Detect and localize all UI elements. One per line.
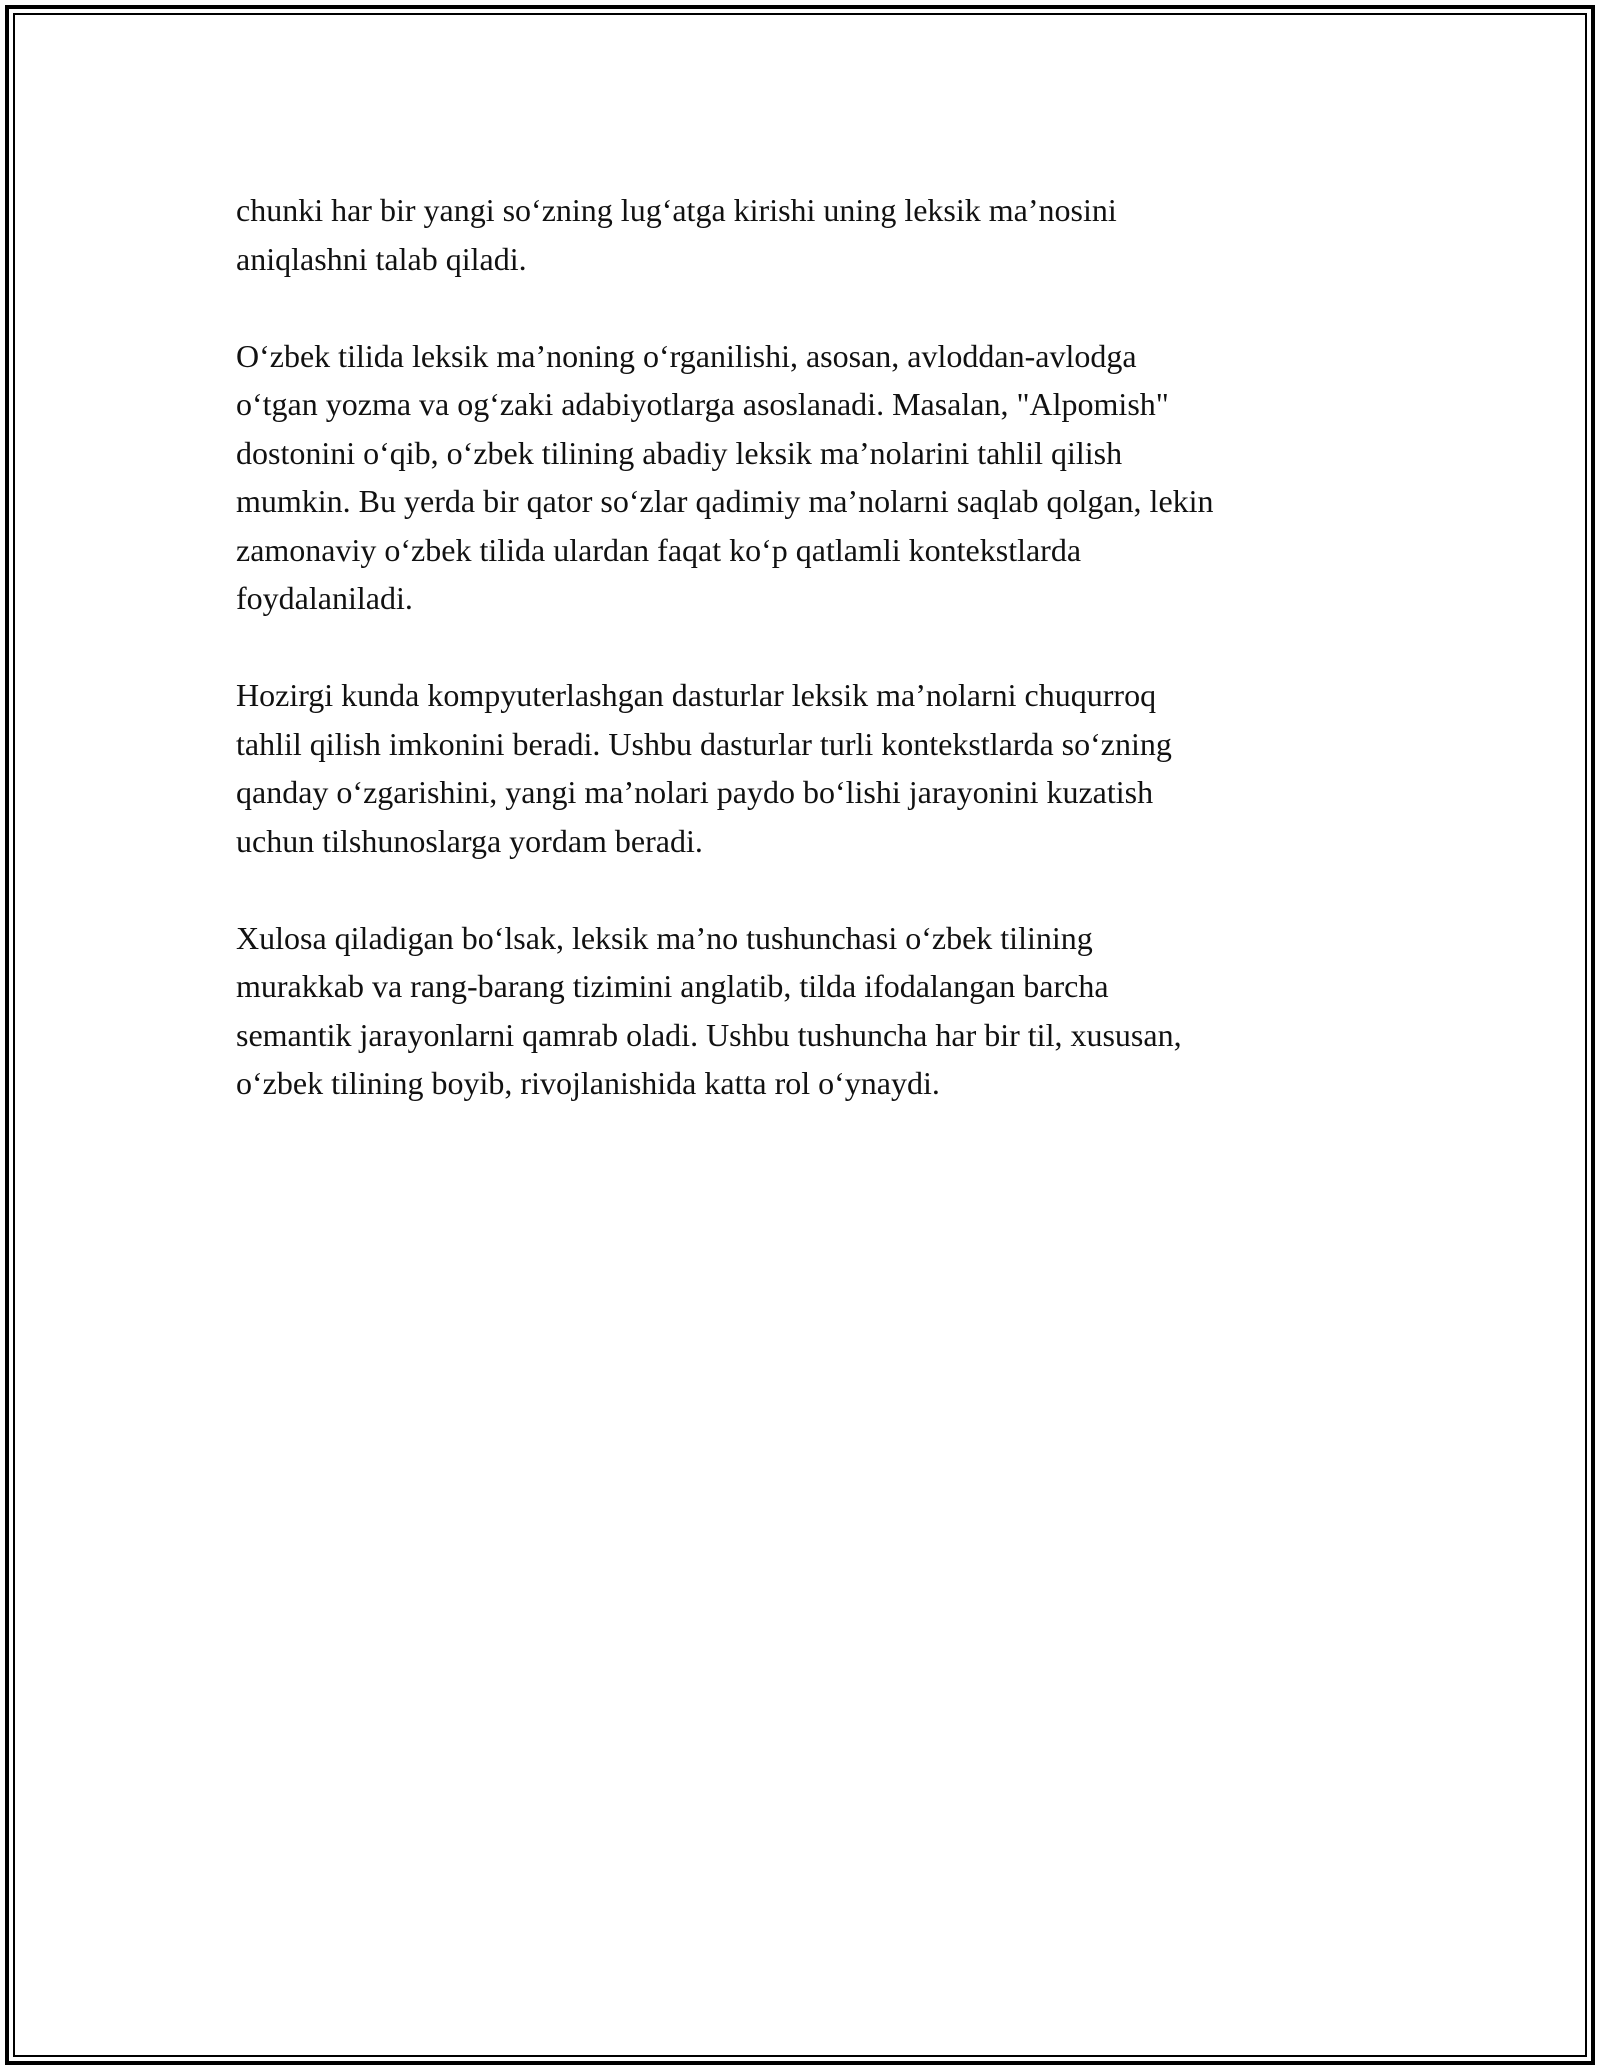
- text-line: murakkab va rang-barang tizimini anglatib, tilda ifodalangan barcha: [236, 968, 1109, 1004]
- paragraph-4: [236, 914, 1376, 1108]
- text-line: zamonaviy o‘zbek tilida ulardan faqat ko‘p qatlamli kontekstlarda: [236, 531, 1082, 568]
- document-body: [236, 186, 1376, 1156]
- paragraph-3: [236, 671, 1376, 865]
- text-line: Xulosa qiladigan bo‘lsak, leksik ma’no tushunchasi o‘zbek tilining: [236, 919, 1093, 956]
- paragraph-2: [236, 332, 1376, 623]
- text-line: o‘zbek tilining boyib, rivojlanishida katta rol o‘ynaydi.: [236, 1065, 940, 1101]
- paragraph-1: [236, 186, 1376, 283]
- text-line: semantik jarayonlarni qamrab oladi. Ushbu tushuncha har bir til, xususan,: [236, 1016, 1182, 1053]
- text-line: tahlil qilish imkonini beradi. Ushbu dasturlar turli kontekstlarda so‘zning: [236, 725, 1172, 762]
- text-line: O‘zbek tilida leksik ma’noning o‘rganilishi, asosan, avloddan-avlodga: [236, 337, 1137, 374]
- text-line: mumkin. Bu yerda bir qator so‘zlar qadimiy ma’nolarni saqlab qolgan, lekin: [236, 483, 1214, 519]
- text-line: chunki har bir yangi so‘zning lug‘atga kirishi uning leksik ma’nosini: [236, 192, 1117, 228]
- text-line: uchun tilshunoslarga yordam beradi.: [236, 822, 703, 859]
- text-line: aniqlashni talab qiladi.: [236, 240, 527, 277]
- text-line: Hozirgi kunda kompyuterlashgan dasturlar leksik ma’nolarni chuqurroq: [236, 677, 1157, 713]
- text-line: dostonini o‘qib, o‘zbek tilining abadiy leksik ma’nolarini tahlil qilish: [236, 434, 1123, 471]
- text-line: o‘tgan yozma va og‘zaki adabiyotlarga asoslanadi. Masalan, "Alpomish": [236, 386, 1169, 422]
- text-line: foydalaniladi.: [236, 580, 413, 616]
- text-line: qanday o‘zgarishini, yangi ma’nolari paydo bo‘lishi jarayonini kuzatish: [236, 774, 1154, 810]
